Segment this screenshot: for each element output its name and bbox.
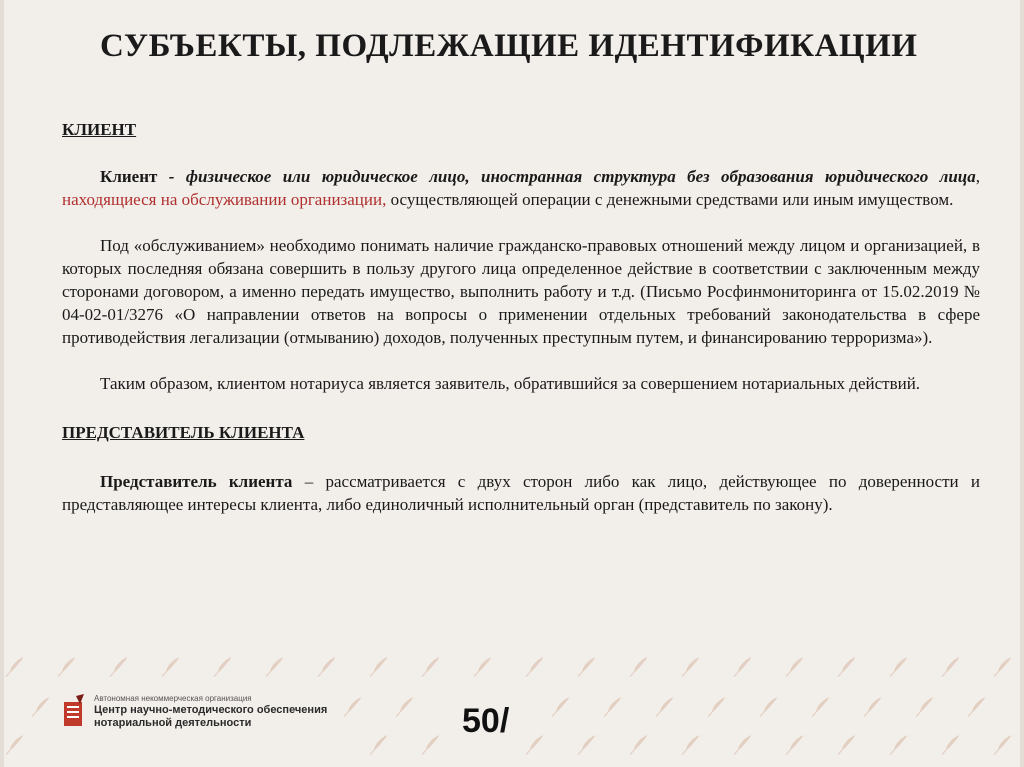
feather-icon — [367, 656, 390, 677]
logo-text — [94, 694, 327, 730]
slide-title: СУБЪЕКТЫ, ПОДЛЕЖАЩИЕ ИДЕНТИФИКАЦИИ — [100, 28, 918, 64]
feather-icon — [393, 696, 416, 717]
feather-icon — [627, 656, 650, 677]
feather-icon — [913, 696, 936, 717]
client-comma: , — [975, 167, 980, 186]
feather-icon — [835, 656, 858, 677]
feather-icon — [107, 656, 130, 677]
feather-icon — [783, 656, 806, 677]
feather-icon — [263, 656, 286, 677]
feather-icon — [419, 734, 442, 755]
feather-icon — [159, 656, 182, 677]
representative-definition: – рассматривается с двух сторон либо как лицо, действующее по доверенности и представляющее интересы клиента, либо единоличный исполнительный орган (представитель по закону). — [62, 472, 980, 514]
service-explanation-paragraph: Под «обслуживанием» необходимо понимать наличие гражданско-правовых отношений между лицом и организацией, в которых последняя обязана совершить в пользу другого лица определенное действие в соответствии с заключенным между сторонами договором, а именно передать имущество, выполнить работу и т.д. (Письмо Росфинмониторинга от 15.02.2019 № 04-02-01/3276 «О направлении ответов на вопросы о применении отдельных требований законодательства в сфере противодействия легализации (отмыванию) доходов, полученных преступным путем, и финансированию терроризма»). — [62, 236, 980, 347]
feather-icon — [783, 734, 806, 755]
feather-icon — [549, 696, 572, 717]
feather-icon — [939, 734, 962, 755]
logo-name-line1: Центр научно-методического обеспечения — [94, 704, 328, 716]
client-highlight: находящиеся на обслуживании организации, — [62, 190, 387, 209]
feather-icon — [887, 734, 910, 755]
notary-logo-icon — [62, 694, 86, 732]
feather-icon — [3, 734, 26, 755]
client-definition: - физическое или юридическое лицо, иностранная структура без образования юридического лица — [157, 167, 976, 186]
feather-icon — [679, 734, 702, 755]
feather-icon — [679, 656, 702, 677]
feather-icon — [575, 656, 598, 677]
organization-logo — [62, 694, 327, 732]
feather-icon — [419, 656, 442, 677]
feather-icon — [991, 734, 1014, 755]
feather-icon — [471, 656, 494, 677]
representative-paragraph — [62, 470, 980, 516]
logo-org-type: Автономная некоммерческая организация — [94, 694, 252, 703]
feather-icon — [653, 696, 676, 717]
feather-icon — [341, 696, 364, 717]
feather-icon — [627, 734, 650, 755]
feather-icon — [991, 656, 1014, 677]
feather-icon — [705, 696, 728, 717]
section-heading-representative: ПРЕДСТАВИТЕЛЬ КЛИЕНТА — [62, 423, 305, 442]
client-definition-paragraph — [62, 165, 980, 211]
feather-icon — [887, 656, 910, 677]
feather-icon — [523, 656, 546, 677]
representative-term: Представитель клиента — [100, 472, 293, 491]
feather-icon — [601, 696, 624, 717]
section-heading-client: КЛИЕНТ — [62, 120, 137, 139]
client-term: Клиент — [100, 167, 158, 186]
feather-icon — [835, 734, 858, 755]
feather-icon — [55, 656, 78, 677]
feather-icon — [367, 734, 390, 755]
slide-content — [62, 118, 980, 516]
feather-icon — [939, 656, 962, 677]
feather-icon — [757, 696, 780, 717]
feather-icon — [731, 734, 754, 755]
feather-icon — [29, 696, 52, 717]
feather-icon — [731, 656, 754, 677]
feather-icon — [575, 734, 598, 755]
client-definition-rest: осуществляющей операции с денежными средствами или иным имуществом. — [386, 190, 954, 209]
page-number: 50/ — [462, 702, 510, 740]
feather-icon — [3, 656, 26, 677]
feather-icon — [861, 696, 884, 717]
logo-name-line2: нотариальной деятельности — [94, 717, 252, 729]
feather-icon — [315, 656, 338, 677]
feather-icon — [809, 696, 832, 717]
feather-icon — [523, 734, 546, 755]
conclusion-paragraph: Таким образом, клиентом нотариуса является заявитель, обратившийся за совершением нотариальных действий. — [100, 374, 921, 393]
feather-icon — [965, 696, 988, 717]
feather-icon — [211, 656, 234, 677]
